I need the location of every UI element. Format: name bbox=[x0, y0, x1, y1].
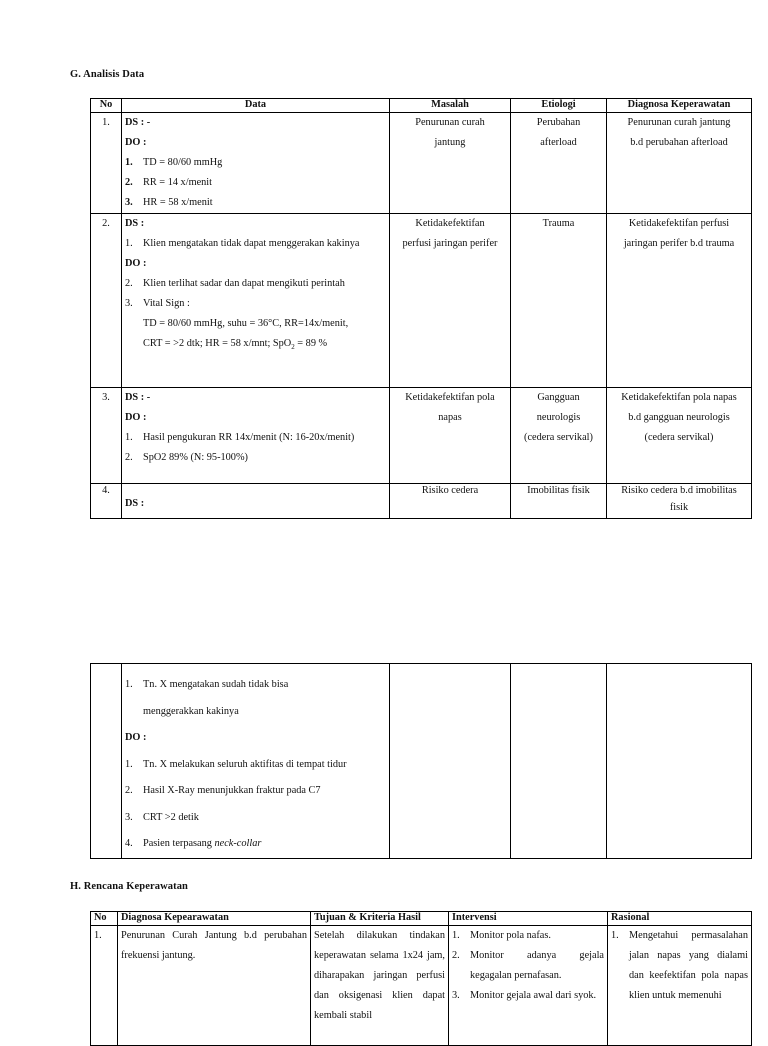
do-label: DO : bbox=[125, 732, 147, 743]
list-item: 3. Vital Sign : bbox=[125, 298, 190, 309]
list-item: 2. SpO2 89% (N: 95-100%) bbox=[125, 452, 248, 463]
masalah-cell bbox=[390, 664, 511, 859]
list-item: 1. Tn. X melakukan seluruh aktifitas di tempat tidur bbox=[125, 758, 347, 770]
data-cell bbox=[122, 113, 390, 214]
diagnosa-cell bbox=[607, 664, 752, 859]
rasional-cell bbox=[608, 926, 752, 1046]
ds-label: DS : - bbox=[125, 117, 151, 128]
list-item: 2. Hasil X-Ray menunjukkan fraktur pada C7 bbox=[125, 785, 321, 796]
masalah-cell: Ketidakefektifan perfusi jaringan perifer bbox=[390, 214, 511, 388]
diagnosa-cell: Risiko cedera b.d imobilitas fisik bbox=[607, 484, 752, 519]
col-header-diagnosa: Diagnosa Keperawatan bbox=[607, 99, 752, 113]
col-header-etiologi: Etiologi bbox=[511, 99, 607, 113]
col-header-masalah: Masalah bbox=[390, 99, 511, 113]
list-item: 1. TD = 80/60 mmHg bbox=[125, 157, 223, 168]
analysis-header-row bbox=[91, 99, 752, 113]
list-item: 2. Klien terlihat sadar dan dapat mengikuti perintah bbox=[125, 278, 345, 289]
vital-sign-line: TD = 80/60 mmHg, suhu = 36°C, RR=14x/menit, bbox=[143, 318, 349, 329]
list-item: 2. Monitor adanya gejala kegagalan pernafasan. bbox=[452, 950, 604, 981]
intervensi-cell bbox=[449, 926, 608, 1046]
do-label: DO : bbox=[125, 412, 147, 423]
etiologi-cell: Trauma bbox=[511, 214, 607, 388]
row-number: 2. bbox=[91, 214, 122, 388]
do-label: DO : bbox=[125, 137, 147, 148]
vital-sign-line: CRT = >2 dtk; HR = 58 x/mnt; SpO$_2$ = 89 % bbox=[143, 338, 328, 352]
col-header-no: No bbox=[91, 99, 122, 113]
data-cell bbox=[122, 388, 390, 484]
tujuan-cell: Setelah dilakukan tindakan keperawatan selama 1x24 jam, diharapakan jaringan perfusi dan oksigenasi klien dapat kembali stabil bbox=[311, 926, 449, 1046]
row-number bbox=[91, 664, 122, 859]
list-item: 1. Monitor pola nafas. bbox=[452, 930, 551, 941]
section-h-title: H. Rencana Keperawatan bbox=[70, 881, 188, 892]
row-number: 3. bbox=[91, 388, 122, 484]
table-row bbox=[91, 388, 752, 484]
list-item: 3. CRT >2 detik bbox=[125, 811, 199, 823]
diagnosa-cell: Ketidakefektifan perfusi jaringan perifer b.d trauma bbox=[607, 214, 752, 388]
plan-header-row bbox=[91, 912, 752, 926]
masalah-cell: Ketidakefektifan pola napas bbox=[390, 388, 511, 484]
analysis-table-continuation bbox=[90, 663, 752, 859]
data-cell bbox=[122, 484, 390, 519]
diagnosa-cell: Penurunan Curah Jantung b.d perubahan frekuensi jantung. bbox=[118, 926, 311, 1046]
list-item-continuation: menggerakkan kakinya bbox=[143, 705, 239, 717]
list-item: 3. HR = 58 x/menit bbox=[125, 197, 213, 208]
etiologi-cell: Gangguan neurologis (cedera servikal) bbox=[511, 388, 607, 484]
list-item: 1. Mengetahui permasalahan jalan napas yang dialami dan keefektifan pola napas klien untuk memenuhi bbox=[611, 930, 748, 1001]
col-header-no: No bbox=[91, 912, 118, 926]
etiologi-cell bbox=[511, 664, 607, 859]
ds-label: DS : bbox=[125, 498, 145, 509]
col-header-intervensi: Intervensi bbox=[449, 912, 608, 926]
do-label: DO : bbox=[125, 258, 147, 269]
table-row bbox=[91, 664, 752, 859]
etiologi-cell: Perubahan afterload bbox=[511, 113, 607, 214]
diagnosa-cell: Ketidakefektifan pola napas b.d gangguan neurologis (cedera servikal) bbox=[607, 388, 752, 484]
row-number: 1. bbox=[91, 926, 118, 1046]
col-header-diagnosa: Diagnosa Kepearawatan bbox=[118, 912, 311, 926]
table-row bbox=[91, 484, 752, 519]
list-item: 1. Hasil pengukuran RR 14x/menit (N: 16-20x/menit) bbox=[125, 432, 355, 443]
ds-label: DS : - bbox=[125, 392, 151, 403]
list-item: 1. Klien mengatakan tidak dapat menggerakan kakinya bbox=[125, 238, 360, 249]
masalah-cell: Penurunan curah jantung bbox=[390, 113, 511, 214]
col-header-data: Data bbox=[122, 99, 390, 113]
col-header-tujuan: Tujuan & Kriteria Hasil bbox=[311, 912, 449, 926]
etiologi-cell: Imobilitas fisik bbox=[511, 484, 607, 519]
analysis-table bbox=[90, 98, 752, 519]
list-item: 3. Monitor gejala awal dari syok. bbox=[452, 990, 597, 1001]
row-number: 1. bbox=[91, 113, 122, 214]
table-row bbox=[91, 113, 752, 214]
table-row bbox=[91, 214, 752, 388]
table-row bbox=[91, 926, 752, 1046]
ds-label: DS : bbox=[125, 218, 145, 229]
section-g-title: G. Analisis Data bbox=[70, 69, 145, 80]
diagnosa-cell: Penurunan curah jantung b.d perubahan afterload bbox=[607, 113, 752, 214]
data-cell bbox=[122, 664, 390, 859]
plan-table bbox=[90, 911, 752, 1046]
row-number: 4. bbox=[91, 484, 122, 519]
col-header-rasional: Rasional bbox=[608, 912, 752, 926]
list-item: 4. Pasien terpasang neck-collar bbox=[125, 838, 262, 849]
list-item: 2. RR = 14 x/menit bbox=[125, 177, 213, 188]
data-cell bbox=[122, 214, 390, 388]
list-item: 1. Tn. X mengatakan sudah tidak bisa bbox=[125, 679, 289, 690]
masalah-cell: Risiko cedera bbox=[390, 484, 511, 519]
